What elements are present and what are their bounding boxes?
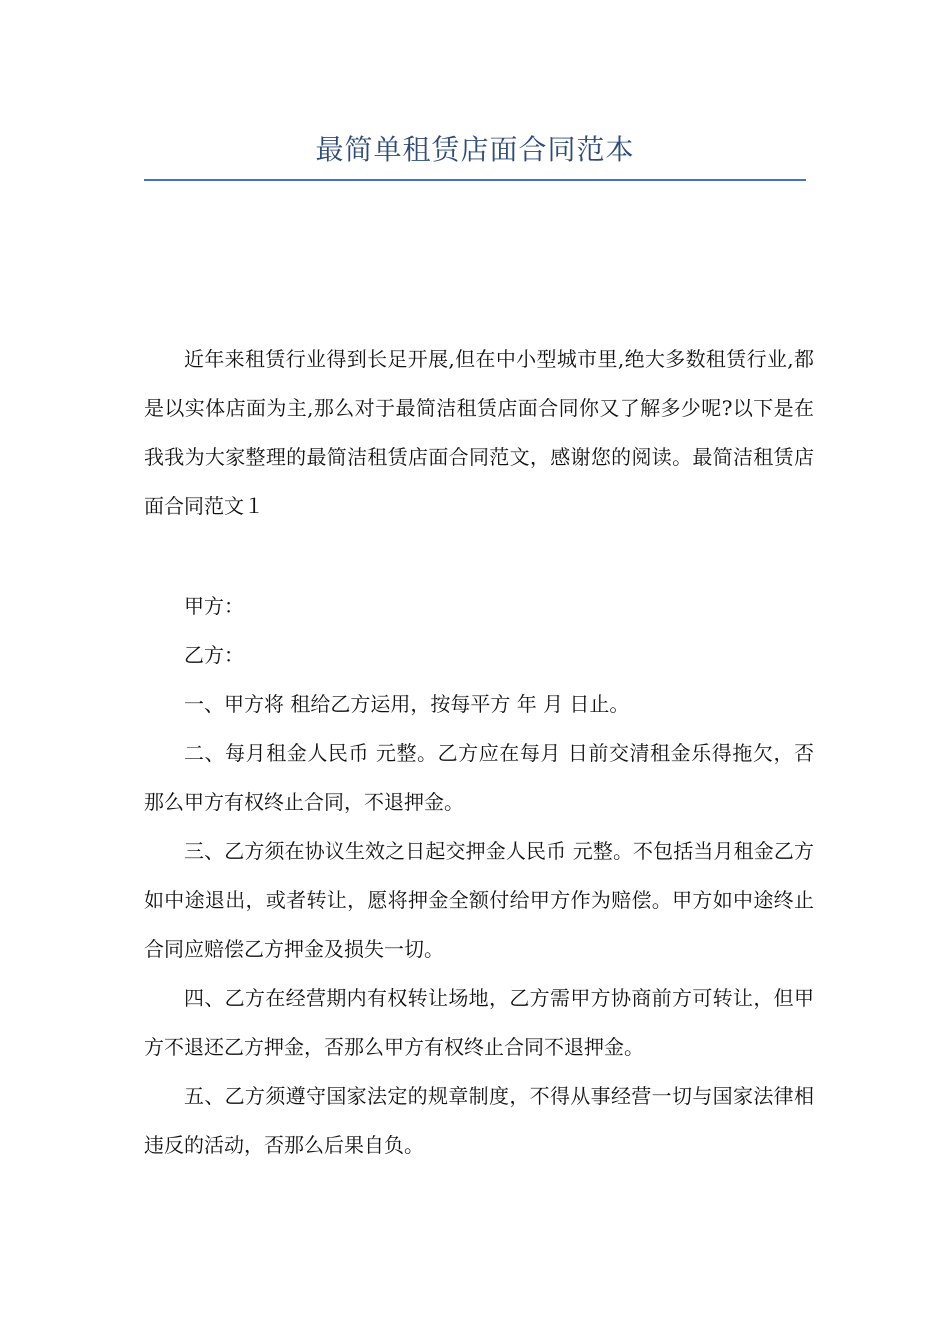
title-underline xyxy=(144,179,806,181)
clause-5: 五、乙方须遵守国家法定的规章制度，不得从事经营一切与国家法律相违反的活动，否那么后果自负。 xyxy=(144,1084,814,1157)
clause-3: 三、乙方须在协议生效之日起交押金人民币 元整。不包括当月租金乙方如中途退出，或者转让，愿将押金全额付给甲方作为赔偿。甲方如中途终止合同应赔偿乙方押金及损失一切。 xyxy=(144,839,814,961)
party-a-line: 甲方： xyxy=(184,594,244,618)
party-b-line: 乙方： xyxy=(184,643,244,667)
clause-2: 二、每月租金人民币 元整。乙方应在每月 日前交清租金乐得拖欠，否那么甲方有权终止合同，不退押金。 xyxy=(144,741,814,814)
intro-paragraph xyxy=(144,335,814,531)
intro-text: 近年来租赁行业得到长足开展,但在中小型城市里,绝大多数租赁行业,都是以实体店面为主,那么对于最简洁租赁店面合同你又了解多少呢?以下是在我我为大家整理的最简洁租赁店面合同范文，感谢您的阅读。最简洁租赁店面合同范文１ xyxy=(144,347,814,518)
clause-4: 四、乙方在经营期内有权转让场地，乙方需甲方协商前方可转让，但甲方不退还乙方押金，否那么甲方有权终止合同不退押金。 xyxy=(144,986,814,1059)
contract-clauses xyxy=(144,582,814,1170)
document-title: 最简单租赁店面合同范本 xyxy=(315,133,635,166)
clause-1: 一、甲方将 租给乙方运用，按每平方 年 月 日止。 xyxy=(184,692,630,716)
